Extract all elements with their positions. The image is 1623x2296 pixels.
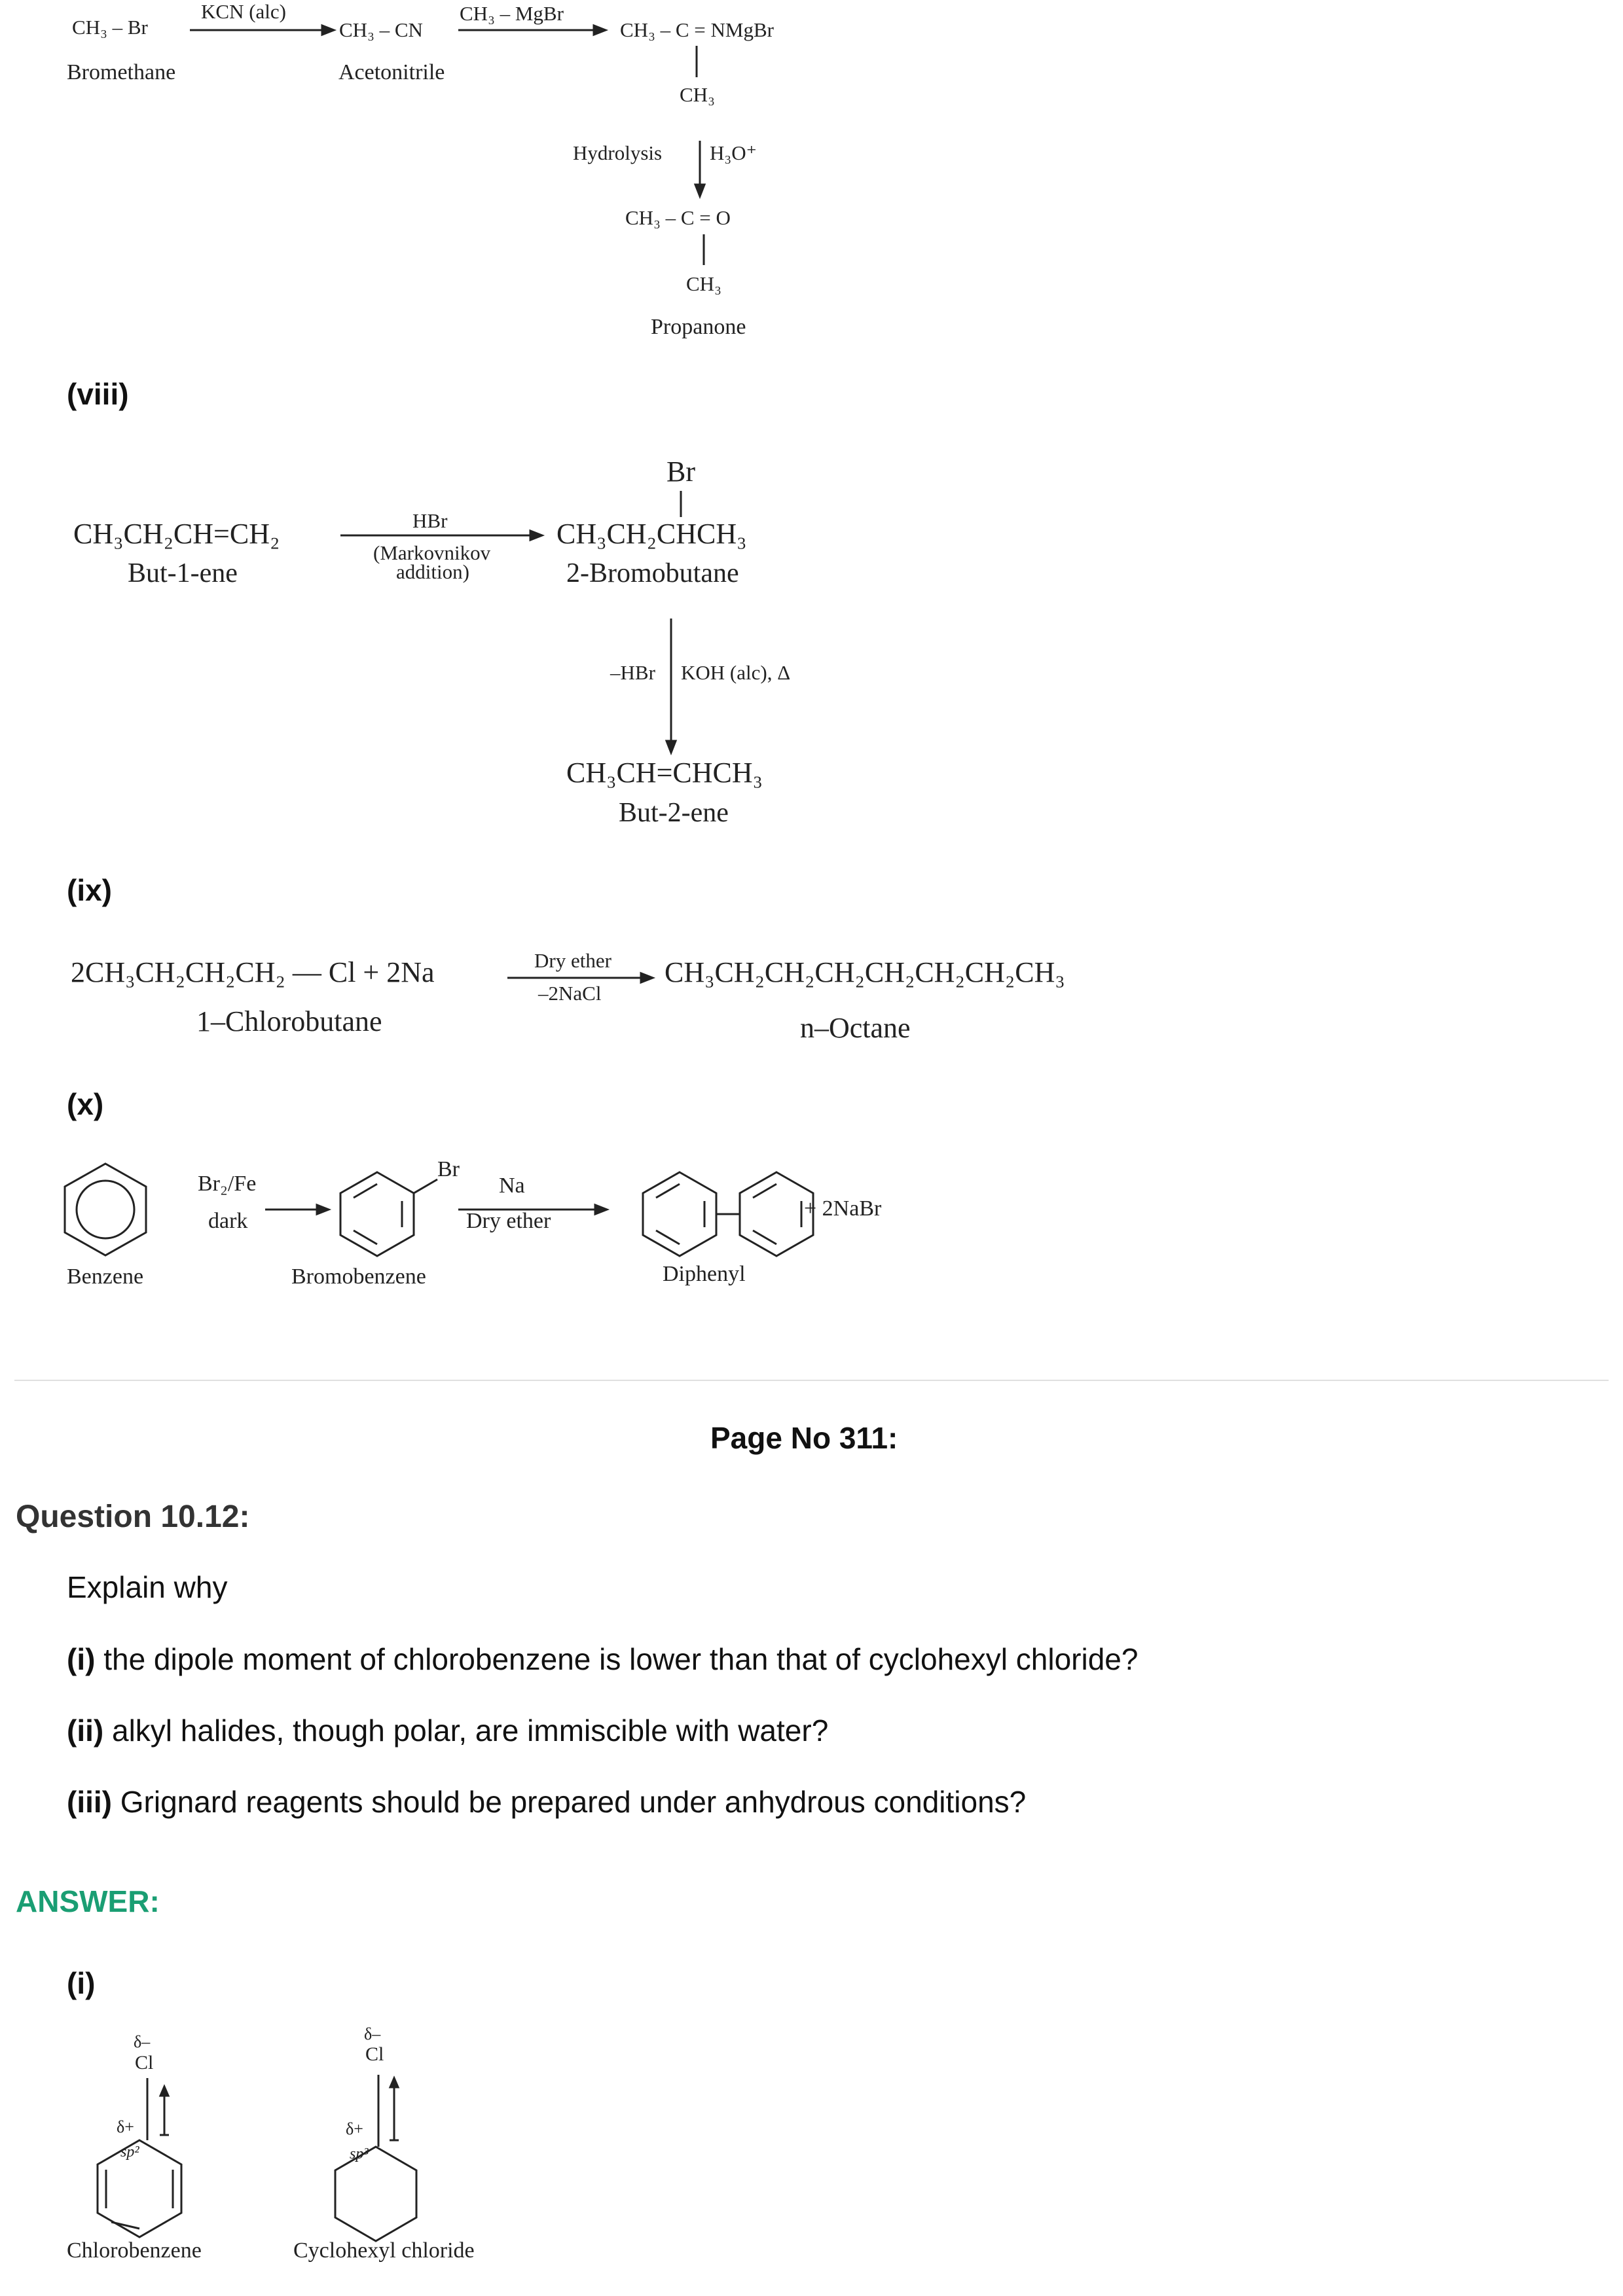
chlorobenzene-ring <box>98 2140 181 2237</box>
bond-c-br <box>414 1179 437 1193</box>
byproduct-nabr: + 2NaBr <box>804 1196 882 1221</box>
bromobenzene-inner1 <box>354 1184 377 1198</box>
question-part-ii-text: alkyl halides, though polar, are immiscible with water? <box>103 1713 829 1748</box>
elimination-conditions: KOH (alc), Δ <box>681 661 791 684</box>
bromobenzene-inner3 <box>354 1230 377 1244</box>
label-viii: (viii) <box>67 377 129 411</box>
chlorobenzene-delta-minus: δ– <box>134 2032 151 2051</box>
arrow-elim-head <box>666 741 676 753</box>
reagent-methylmagnesium-bromide: CH₃ – MgBr <box>460 2 564 25</box>
but-2-ene-formula: CH₃CH=CHCH₃ <box>566 757 763 789</box>
arrow-hydrolysis-head <box>695 185 704 196</box>
question-part-iii <box>67 1784 1026 1820</box>
question-part-i-label: (i) <box>67 1642 96 1676</box>
wurtz-reactants: 2CH₃CH₂CH₂CH₂ — Cl + 2Na <box>71 956 435 988</box>
question-title: Question 10.12: <box>16 1499 250 1534</box>
propanone-methyl: CH₃ <box>686 272 721 295</box>
question-part-ii <box>67 1713 828 1748</box>
chlorobenzene-name: Chlorobenzene <box>67 2238 202 2263</box>
page-number-marker: Page No 311: <box>710 1421 898 1455</box>
label-x: (x) <box>67 1087 104 1121</box>
imine-adduct: CH₃ – C = NMgBr <box>620 18 774 41</box>
octane-formula: CH₃CH₂CH₂CH₂CH₂CH₂CH₂CH₃ <box>665 956 1065 988</box>
hydronium-label: H₃O⁺ <box>710 141 757 164</box>
cyclohexyl-chloride-name: Cyclohexyl chloride <box>293 2238 475 2263</box>
page-divider <box>14 1380 1609 1381</box>
diphenyl-left-inner1 <box>656 1184 680 1198</box>
reactant-name: Bromethane <box>67 60 176 84</box>
arrow-kcn-head <box>322 26 334 35</box>
but-1-ene-formula: CH₃CH₂CH=CH₂ <box>73 518 280 550</box>
reagent-hbr: HBr <box>412 509 448 532</box>
answer-heading: ANSWER: <box>16 1884 160 1918</box>
chlorobenzene-hybridization: sp² <box>120 2144 139 2161</box>
bromo-substituent: Br <box>666 456 695 488</box>
cyclohexyl-cl: Cl <box>365 2043 384 2065</box>
chlorobenzene-delta-plus: δ+ <box>117 2117 134 2136</box>
benzene-name: Benzene <box>67 1265 144 1289</box>
wurtz-reagent-dry-ether: Dry ether <box>534 949 611 972</box>
hydrolysis-label: Hydrolysis <box>573 141 663 164</box>
diphenyl-right-inner2 <box>753 1230 776 1244</box>
reagent-br2-fe: Br₂/Fe <box>198 1172 257 1196</box>
diphenyl-right-inner1 <box>753 1184 776 1198</box>
but-2-ene-name: But-2-ene <box>619 798 729 828</box>
elimination-hbr: –HBr <box>610 661 655 684</box>
chlorobutane-name: 1–Chlorobutane <box>196 1005 382 1037</box>
condition-dry-ether: Dry ether <box>466 1209 551 1233</box>
arrow-bromination-head <box>317 1205 329 1214</box>
propanone-chain: CH₃ – C = O <box>625 206 731 229</box>
arrow-wurtz-head <box>641 973 653 982</box>
arrow-grignard-head <box>594 26 606 35</box>
cyclohexyl-delta-minus: δ– <box>364 2024 381 2043</box>
question-intro: Explain why <box>67 1570 228 1604</box>
reactant-bromethane: CH₃ – Br <box>72 16 148 39</box>
cyclohexyl-delta-plus: δ+ <box>346 2119 363 2138</box>
question-part-i <box>67 1641 1138 1677</box>
reagent-sodium: Na <box>499 1174 525 1198</box>
answer-part-label: (i) <box>67 1966 96 2000</box>
question-part-i-text: the dipole moment of chlorobenzene is lower than that of cyclohexyl chloride? <box>95 1642 1139 1676</box>
intermediate-acetonitrile: CH₃ – CN <box>339 18 423 41</box>
adduct-methyl: CH₃ <box>680 83 715 106</box>
benzene-ring-circle <box>77 1181 134 1238</box>
reagent-kcn: KCN (alc) <box>201 0 286 23</box>
bromobenzene-name: Bromobenzene <box>291 1265 426 1289</box>
markovnikov-line1: (Markovnikov <box>373 541 491 564</box>
octane-name: n–Octane <box>800 1012 911 1044</box>
markovnikov-line2: addition) <box>396 560 469 583</box>
cyclohexane-ring <box>335 2147 416 2241</box>
chlorobenzene-cl: Cl <box>135 2052 154 2073</box>
2-bromobutane-name: 2-Bromobutane <box>566 558 739 588</box>
arrow-hbr-head <box>530 531 542 540</box>
2-bromobutane-formula: CH₃CH₂CHCH₃ <box>556 518 747 550</box>
diphenyl-name: Diphenyl <box>663 1262 746 1286</box>
condition-dark: dark <box>208 1209 248 1233</box>
but-1-ene-name: But-1-ene <box>128 558 238 588</box>
intermediate-name: Acetonitrile <box>338 60 445 84</box>
question-part-ii-label: (ii) <box>67 1713 104 1748</box>
cyclohexyl-hybridization: sp³ <box>350 2145 369 2162</box>
product-name-propanone: Propanone <box>651 315 746 339</box>
label-ix: (ix) <box>67 873 112 907</box>
diphenyl-left-inner2 <box>656 1230 680 1244</box>
question-part-iii-label: (iii) <box>67 1785 112 1819</box>
arrow-fittig-head <box>595 1205 607 1214</box>
chlorobenzene-inner3 <box>111 2222 139 2229</box>
question-part-iii-text: Grignard reagents should be prepared under anhydrous conditions? <box>111 1785 1027 1819</box>
bromobenzene-br: Br <box>437 1157 460 1181</box>
wurtz-byproduct-nacl: –2NaCl <box>538 982 602 1005</box>
